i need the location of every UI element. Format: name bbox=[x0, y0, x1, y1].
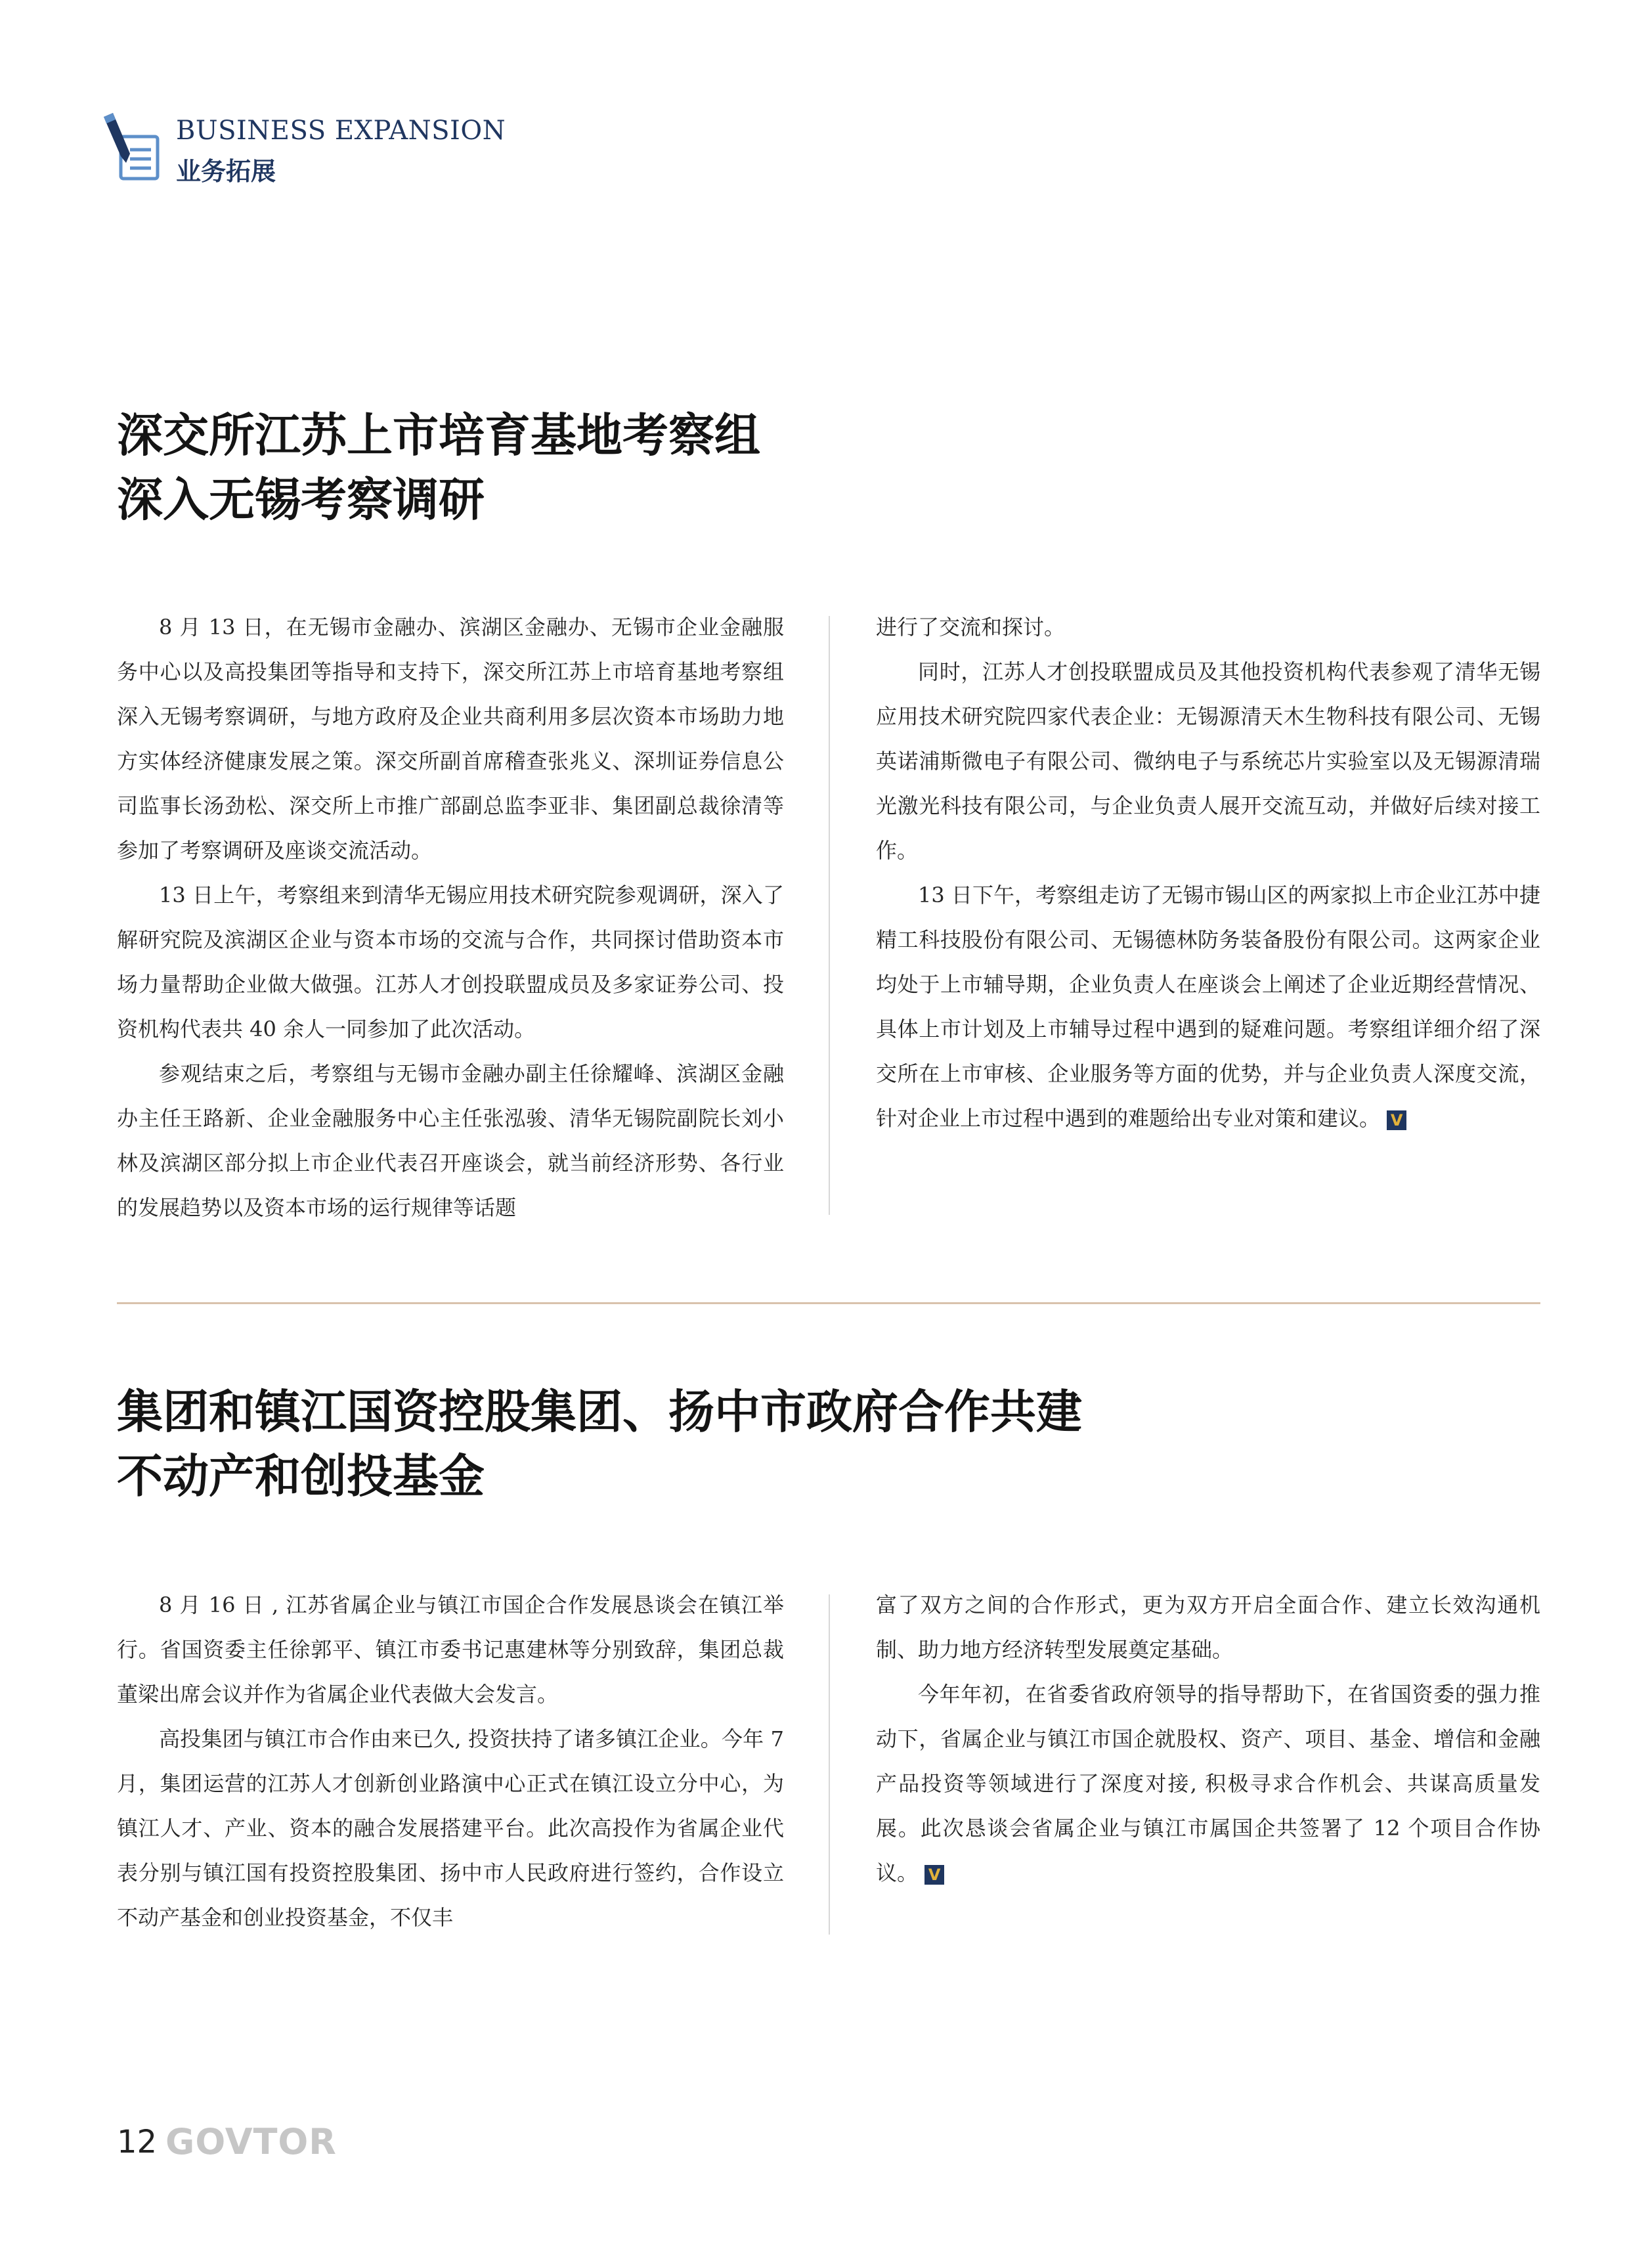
article1-paragraph-text: 13 日下午，考察组走访了无锡市锡山区的两家拟上市企业江苏中捷精工科技股份有限公司、无锡德林防务装备股份有限公司。这两家企业均处于上市辅导期，企业负责人在座谈会上阐述了企业近期经营情况、具体上市计划及上市辅导过程中遇到的疑难问题。考察组详细介绍了深交所在上市审核、企业服务等方面的优势，并与企业负责人深度交流，针对企业上市过程中遇到的难题给出专业对策和建议。 bbox=[876, 883, 1540, 1131]
section-header bbox=[98, 105, 558, 190]
page-number: 12 bbox=[117, 2124, 158, 2160]
article1-title bbox=[117, 403, 760, 532]
article2-title-line2: 不动产和创投基金 bbox=[117, 1449, 485, 1503]
article1-column-left bbox=[117, 605, 784, 1230]
end-mark-icon: V bbox=[924, 1865, 944, 1885]
article1-paragraph: 13 日上午，考察组来到清华无锡应用技术研究院参观调研，深入了解研究院及滨湖区企业与资本市场的交流与合作，共同探讨借助资本市场力量帮助企业做大做强。江苏人才创投联盟成员及多家证券公司、投资机构代表共 40 余人一同参加了此次活动。 bbox=[117, 883, 784, 1041]
column-divider bbox=[829, 616, 830, 1215]
article2-title bbox=[117, 1380, 1082, 1508]
article2-paragraph-last bbox=[876, 1672, 1540, 1895]
article1-paragraph: 进行了交流和探讨。 bbox=[876, 615, 1066, 640]
header-title-en: BUSINESS EXPANSION bbox=[176, 116, 506, 146]
article1-paragraph: 同时，江苏人才创投联盟成员及其他投资机构代表参观了清华无锡应用技术研究院四家代表企业：无锡源清天木生物科技有限公司、无锡英诺浦斯微电子有限公司、微纳电子与系统芯片实验室以及无锡源清瑞光激光科技有限公司，与企业负责人展开交流互动，并做好后续对接工作。 bbox=[876, 659, 1540, 863]
brand-logo: GOVTOR bbox=[165, 2121, 337, 2162]
article2-paragraph: 8 月 16 日 , 江苏省属企业与镇江市国企合作发展恳谈会在镇江举行。省国资委主任徐郭平、镇江市委书记惠建林等分别致辞，集团总裁董梁出席会议并作为省属企业代表做大会发言。 bbox=[117, 1592, 784, 1707]
article2-title-line1: 集团和镇江国资控股集团、扬中市政府合作共建 bbox=[117, 1385, 1082, 1439]
article2-paragraph: 富了双方之间的合作形式，更为双方开启全面合作、建立长效沟通机制、助力地方经济转型发展奠定基础。 bbox=[876, 1592, 1540, 1662]
article1-paragraph: 参观结束之后，考察组与无锡市金融办副主任徐耀峰、滨湖区金融办主任王路新、企业金融服务中心主任张泓骏、清华无锡院副院长刘小林及滨湖区部分拟上市企业代表召开座谈会，就当前经济形势、各行业的发展趋势以及资本市场的运行规律等话题 bbox=[117, 1061, 784, 1220]
article2-column-right bbox=[876, 1583, 1540, 1895]
article1-title-line2: 深入无锡考察调研 bbox=[117, 473, 485, 527]
article1-paragraph-last bbox=[876, 873, 1540, 1141]
end-mark-icon: V bbox=[1387, 1110, 1406, 1130]
article2-column-left bbox=[117, 1583, 784, 1940]
article1-column-right bbox=[876, 605, 1540, 1141]
article1-title-line1: 深交所江苏上市培育基地考察组 bbox=[117, 408, 760, 462]
article1-paragraph: 8 月 13 日，在无锡市金融办、滨湖区金融办、无锡市企业金融服务中心以及高投集团等指导和支持下，深交所江苏上市培育基地考察组深入无锡考察调研，与地方政府及企业共商利用多层次资本市场助力地方实体经济健康发展之策。深交所副首席稽查张兆义、深圳证券信息公司监事长汤劲松、深交所上市推广部副总监李亚非、集团副总裁徐清等参加了考察调研及座谈交流活动。 bbox=[117, 615, 784, 863]
article2-paragraph-text: 今年年初，在省委省政府领导的指导帮助下，在省国资委的强力推动下，省属企业与镇江市国企就股权、资产、项目、基金、增信和金融产品投资等领域进行了深度对接, 积极寻求合作机会、共谋高质量发展。此次恳谈会省属企业与镇江市属国企共签署了 12 个项目合作协议。 bbox=[876, 1682, 1540, 1885]
article2-paragraph: 高投集团与镇江市合作由来已久, 投资扶持了诸多镇江企业。今年 7 月，集团运营的江苏人才创新创业路演中心正式在镇江设立分中心，为镇江人才、产业、资本的融合发展搭建平台。此次高投作为省属企业代表分别与镇江国有投资控股集团、扬中市人民政府进行签约，合作设立不动产基金和创业投资基金，不仅丰 bbox=[117, 1726, 784, 1930]
section-divider bbox=[117, 1302, 1540, 1304]
pen-document-icon bbox=[98, 110, 164, 183]
header-title-cn: 业务拓展 bbox=[176, 157, 276, 186]
column-divider bbox=[829, 1594, 830, 1935]
